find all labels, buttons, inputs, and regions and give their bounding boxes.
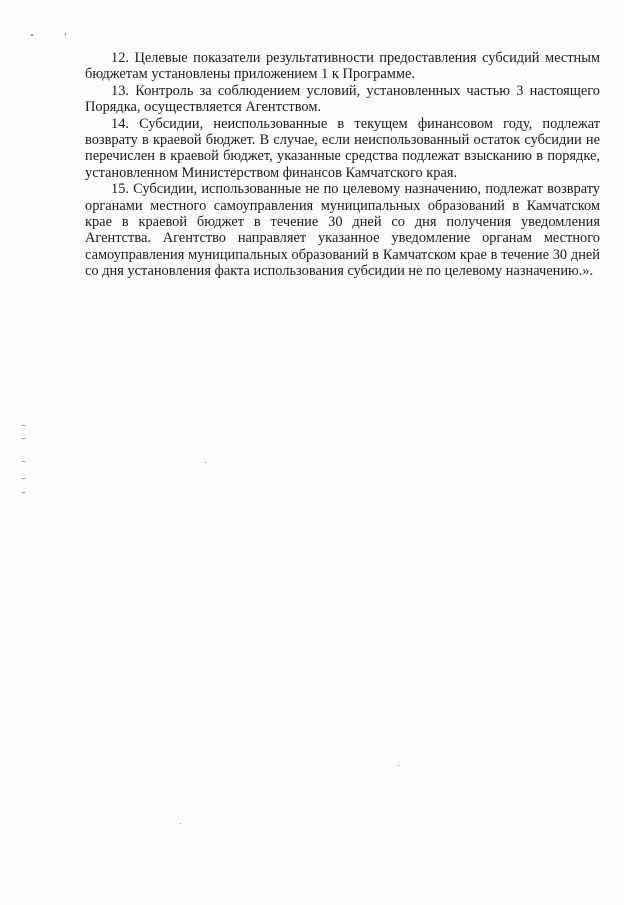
document-body [85, 50, 600, 280]
scan-speck [22, 461, 25, 462]
scan-speck [22, 492, 25, 493]
paragraph-12: 12. Целевые показатели результативности предоставления субсидий местным бюджетам установлены приложением 1 к Программе. [85, 50, 600, 83]
scan-speck [22, 425, 25, 426]
paragraph-14: 14. Субсидии, неиспользованные в текущем финансовом году, подлежат возврату в краевой бюджет. В случае, если неиспользованный остаток субсидии не перечислен в краевой бюджет, указанные средства подлежат взысканию в порядке, установленном Министерством финансов Камчатского края. [85, 115, 600, 181]
scan-speck [22, 438, 25, 439]
scan-speck [180, 823, 181, 824]
scan-speck [31, 34, 33, 36]
scan-speck [65, 33, 66, 36]
paragraph-15: 15. Субсидии, использованные не по целевому назначению, подлежат возврату органами местного самоуправления муниципальных образований в Камчатском крае в краевой бюджет в течение 30 дней со дня получения уведомления Агентства. Агентство направляет указанное уведомление органам местного самоуправления муниципальных образований в Камчатском крае в течение 30 дней со дня установления факта использования субсидии не по целевому назначению.». [85, 181, 600, 280]
scan-speck [205, 462, 206, 463]
scan-speck [22, 478, 25, 479]
paragraph-13: 13. Контроль за соблюдением условий, установленных частью 3 настоящего Порядка, осуществляется Агентством. [85, 82, 600, 116]
scan-speck [398, 765, 399, 766]
